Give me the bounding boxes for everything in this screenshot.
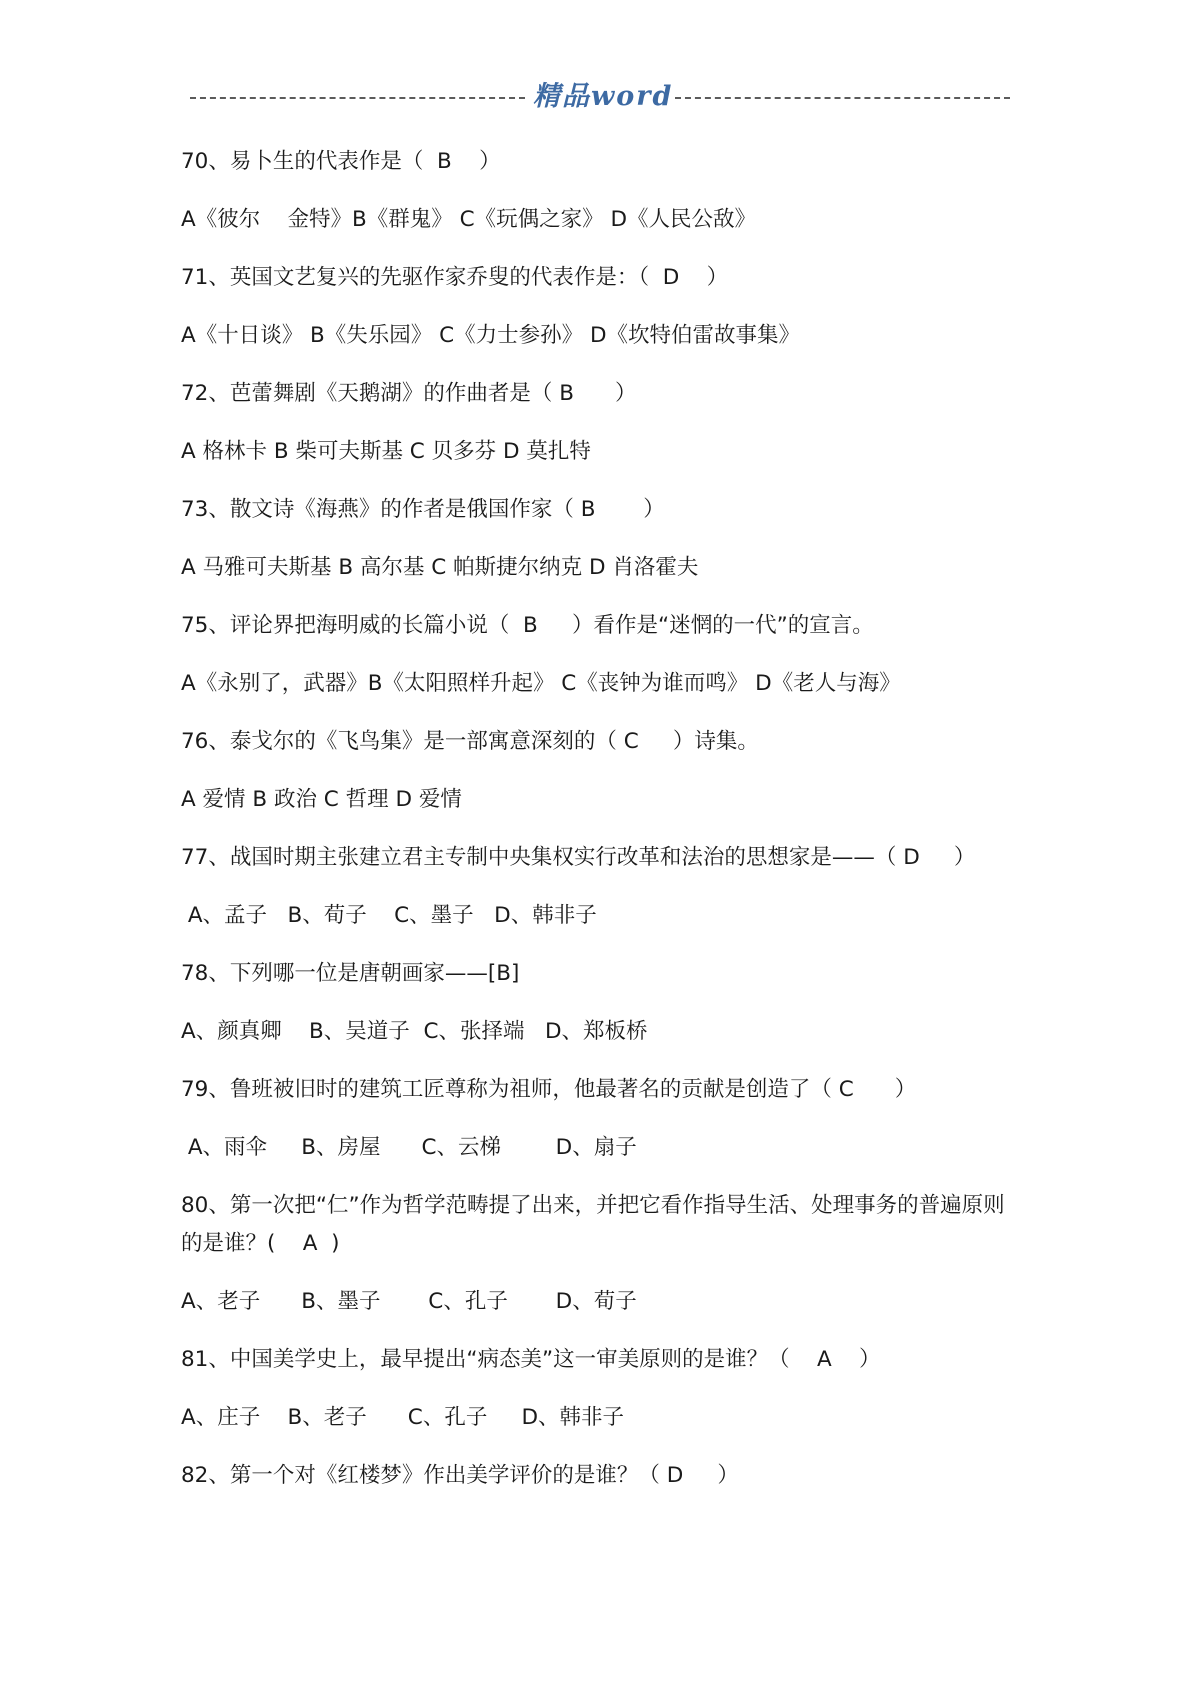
page-header xyxy=(190,74,1010,114)
question-73: 73、散文诗《海燕》的作者是俄国作家（ B ） xyxy=(181,497,665,522)
options-78: A、颜真卿 B、吴道子 C、张择端 D、郑板桥 xyxy=(181,1019,648,1044)
options-73: A 马雅可夫斯基 B 高尔基 C 帕斯捷尔纳克 D 肖洛霍夫 xyxy=(181,555,699,580)
options-81: A、庄子 B、老子 C、孔子 D、韩非子 xyxy=(181,1405,625,1430)
question-75: 75、评论界把海明威的长篇小说（ B ）看作是“迷惘的一代”的宣言。 xyxy=(181,613,874,638)
options-76: A 爱情 B 政治 C 哲理 D 爱情 xyxy=(181,787,462,812)
options-75: A《永别了，武器》B《太阳照样升起》 C《丧钟为谁而鸣》 D《老人与海》 xyxy=(181,671,901,696)
question-72: 72、芭蕾舞剧《天鹅湖》的作曲者是（ B ） xyxy=(181,381,637,406)
question-77: 77、战国时期主张建立君主专制中央集权实行改革和法治的思想家是——（ D ） xyxy=(181,845,976,870)
options-77: A、孟子 B、荀子 C、墨子 D、韩非子 xyxy=(181,903,597,928)
question-80: 80、第一次把“仁”作为哲学范畴提了出来，并把它看作指导生活、处理事务的普遍原则的是谁？( A ) xyxy=(181,1193,1005,1256)
options-72: A 格林卡 B 柴可夫斯基 C 贝多芬 D 莫扎特 xyxy=(181,439,591,464)
options-80: A、老子 B、墨子 C、孔子 D、荀子 xyxy=(181,1289,637,1314)
question-71: 71、英国文艺复兴的先驱作家乔叟的代表作是：（ D ） xyxy=(181,265,729,290)
header-dashed-rule-left xyxy=(190,97,525,99)
options-71: A《十日谈》 B《失乐园》 C《力士参孙》 D《坎特伯雷故事集》 xyxy=(181,323,801,348)
question-81: 81、中国美学史上，最早提出“病态美”这一审美原则的是谁？（ A ） xyxy=(181,1347,881,1372)
question-82: 82、第一个对《红楼梦》作出美学评价的是谁？（ D ） xyxy=(181,1463,739,1488)
options-70: A《彼尔 金特》B《群鬼》 C《玩偶之家》 D《人民公敌》 xyxy=(181,207,757,232)
question-70: 70、易卜生的代表作是（ B ） xyxy=(181,149,501,174)
question-78: 78、下列哪一位是唐朝画家——[B] xyxy=(181,961,520,986)
question-76: 76、泰戈尔的《飞鸟集》是一部寓意深刻的（ C ）诗集。 xyxy=(181,729,759,754)
options-79: A、雨伞 B、房屋 C、云梯 D、扇子 xyxy=(181,1135,637,1160)
header-dashed-rule-right xyxy=(675,97,1010,99)
header-brand: 精品word xyxy=(533,81,674,112)
question-list xyxy=(181,143,1011,1515)
question-79: 79、鲁班被旧时的建筑工匠尊称为祖师，他最著名的贡献是创造了（ C ） xyxy=(181,1077,917,1102)
